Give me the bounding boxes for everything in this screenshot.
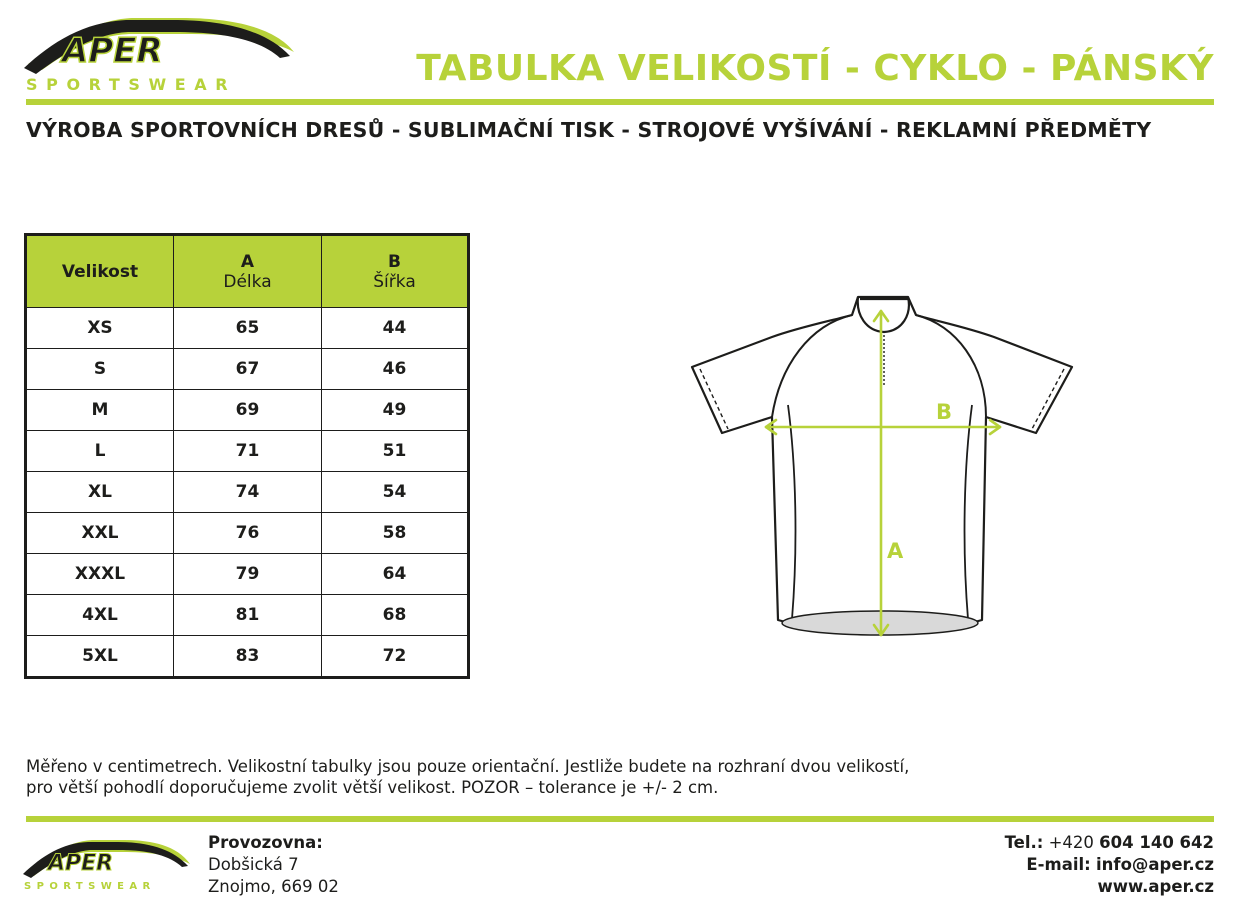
length-measure-label: A: [887, 539, 904, 563]
table-row: [26, 431, 469, 472]
contact-block: [1005, 832, 1214, 898]
length-cell: 79: [174, 554, 322, 595]
website-link[interactable]: www.aper.cz: [1097, 877, 1214, 896]
jersey-diagram: [680, 285, 1090, 650]
length-cell: 81: [174, 595, 322, 636]
width-cell: 49: [322, 390, 469, 431]
size-cell: 4XL: [26, 595, 174, 636]
size-cell: L: [26, 431, 174, 472]
email-label: E-mail:: [1026, 855, 1091, 874]
width-cell: 68: [322, 595, 469, 636]
size-cell: XS: [26, 308, 174, 349]
width-cell: 64: [322, 554, 469, 595]
logo-text: APER: [48, 851, 114, 876]
address-block: [208, 832, 339, 898]
phone-prefix: +420: [1048, 833, 1094, 852]
phone-line: [1005, 832, 1214, 854]
size-cell: 5XL: [26, 636, 174, 678]
aper-logo-footer: [22, 836, 194, 892]
table-row: [26, 349, 469, 390]
width-measure-label: B: [936, 400, 953, 424]
length-cell: 76: [174, 513, 322, 554]
aper-logo: [22, 12, 302, 94]
length-cell: 83: [174, 636, 322, 678]
length-cell: 71: [174, 431, 322, 472]
phone-number[interactable]: 604 140 642: [1099, 833, 1214, 852]
width-column-header: B Šířka: [322, 235, 469, 308]
table-row: [26, 554, 469, 595]
page-subtitle: VÝROBA SPORTOVNÍCH DRESŮ - SUBLIMAČNÍ TISK - STROJOVÉ VYŠÍVÁNÍ - REKLAMNÍ PŘEDMĚTY: [26, 118, 1152, 142]
size-cell: XXL: [26, 513, 174, 554]
table-row: [26, 308, 469, 349]
header-divider: [26, 99, 1214, 105]
length-cell: 65: [174, 308, 322, 349]
length-cell: 69: [174, 390, 322, 431]
table-row: [26, 636, 469, 678]
logo-subtext: SPORTSWEAR: [26, 75, 237, 94]
length-column-header: A Délka: [174, 235, 322, 308]
website-line: [1005, 876, 1214, 898]
logo-text: APER: [62, 31, 163, 71]
footer-divider: [26, 816, 1214, 822]
size-cell: XL: [26, 472, 174, 513]
size-table-header-row: [26, 235, 469, 308]
size-table: [24, 233, 470, 679]
size-cell: S: [26, 349, 174, 390]
email-line: [1005, 854, 1214, 876]
size-cell: XXXL: [26, 554, 174, 595]
email-link[interactable]: info@aper.cz: [1096, 855, 1214, 874]
phone-label: Tel.:: [1004, 833, 1044, 852]
width-cell: 58: [322, 513, 469, 554]
width-cell: 44: [322, 308, 469, 349]
note-line: pro větší pohodlí doporučujeme zvolit větší velikost. POZOR – tolerance je +/- 2 cm.: [26, 778, 719, 797]
table-row: [26, 472, 469, 513]
table-row: [26, 595, 469, 636]
table-row: [26, 390, 469, 431]
address-heading: Provozovna:: [208, 833, 323, 852]
logo-subtext: SPORTSWEAR: [24, 881, 156, 892]
width-cell: 72: [322, 636, 469, 678]
length-cell: 74: [174, 472, 322, 513]
width-cell: 54: [322, 472, 469, 513]
width-cell: 51: [322, 431, 469, 472]
width-cell: 46: [322, 349, 469, 390]
note-line: Měřeno v centimetrech. Velikostní tabulky jsou pouze orientační. Jestliže budete na rozhraní dvou velikostí,: [26, 757, 910, 776]
page-title: TABULKA VELIKOSTÍ - CYKLO - PÁNSKÝ: [416, 48, 1214, 89]
size-column-header: Velikost: [26, 235, 174, 308]
table-row: [26, 513, 469, 554]
measurement-note: [26, 756, 909, 798]
size-cell: M: [26, 390, 174, 431]
length-cell: 67: [174, 349, 322, 390]
address-city: Znojmo, 669 02: [208, 877, 339, 896]
address-street: Dobšická 7: [208, 855, 299, 874]
